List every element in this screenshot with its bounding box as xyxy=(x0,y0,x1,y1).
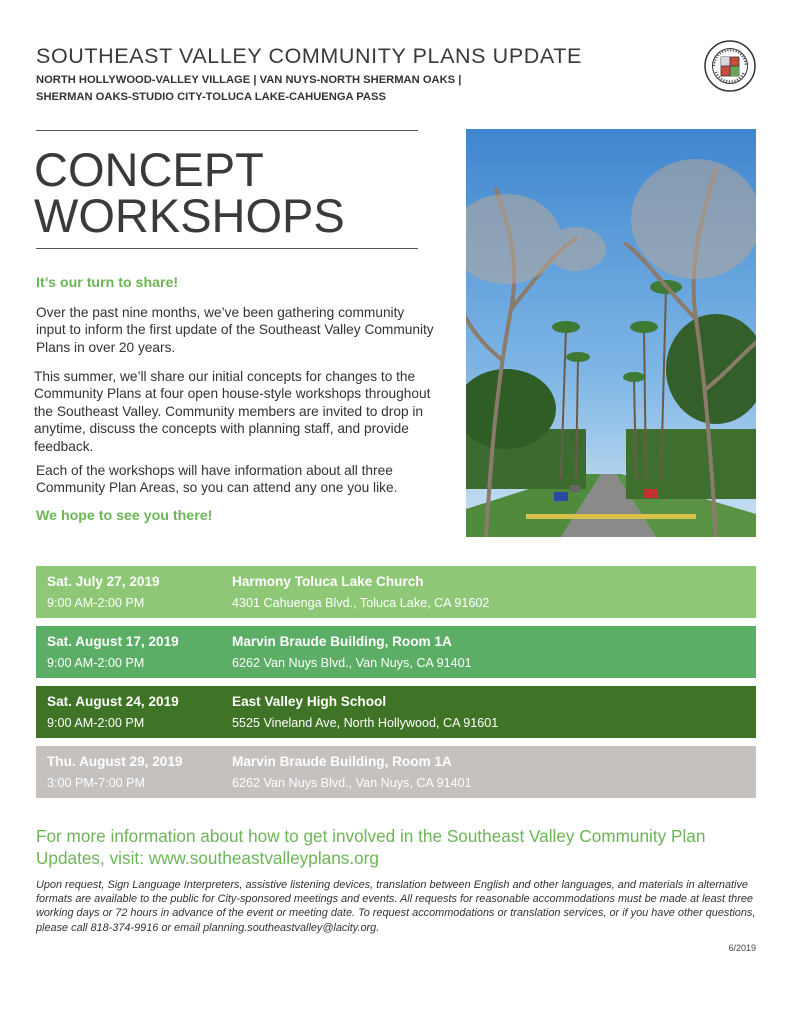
workshop-time: 9:00 AM-2:00 PM xyxy=(47,596,145,610)
workshop-row xyxy=(36,626,756,678)
workshop-date: Sat. August 17, 2019 xyxy=(47,634,179,649)
bottom-rule xyxy=(36,248,418,249)
intro-paragraph-2: This summer, we’ll share our initial concepts for changes to the Community Plans at four open house-style workshops throughout the Southeast Valley. Community members are invited to drop in anytime, discuss the concepts with planning staff, and provide feedback. xyxy=(34,369,431,454)
workshop-date: Sat. August 24, 2019 xyxy=(47,694,179,709)
workshop-time: 3:00 PM-7:00 PM xyxy=(47,776,145,790)
palm-street-photo xyxy=(466,129,756,537)
workshop-row xyxy=(36,746,756,798)
workshop-time: 9:00 AM-2:00 PM xyxy=(47,716,145,730)
workshop-row xyxy=(36,686,756,738)
workshop-address: 6262 Van Nuys Blvd., Van Nuys, CA 91401 xyxy=(232,656,472,670)
workshop-time: 9:00 AM-2:00 PM xyxy=(47,656,145,670)
accessibility-notice: Upon request, Sign Language Interpreters, assistive listening devices, translation between English and other languages, and materials in alternative formats are available to the public for City-sponsored meetings and events. All requests for reasonable accommodations must be made at least three working days or 72 hours in advance of the event or meeting date. To request accommodations or translation services, or if you have other questions, please call 818-374-9916 or email planning.southeastvalley@lacity.org. xyxy=(36,879,756,934)
intro-paragraph-1: Over the past nine months, we’ve been gathering community input to inform the first update of the Southeast Valley Community Plans in over 20 years. xyxy=(36,305,434,355)
workshop-venue: Marvin Braude Building, Room 1A xyxy=(232,634,452,649)
workshop-address: 5525 Vineland Ave, North Hollywood, CA 91601 xyxy=(232,716,499,730)
intro-heading: It’s our turn to share! xyxy=(36,275,179,291)
title-concept: CONCEPT xyxy=(34,143,264,196)
workshop-venue: Harmony Toluca Lake Church xyxy=(232,574,424,589)
workshop-date: Thu. August 29, 2019 xyxy=(47,754,183,769)
plan-areas-line-2: SHERMAN OAKS-STUDIO CITY-TOLUCA LAKE-CAHUENGA PASS xyxy=(36,91,386,103)
workshop-venue: Marvin Braude Building, Room 1A xyxy=(232,754,452,769)
workshop-venue: East Valley High School xyxy=(232,694,387,709)
workshop-date: Sat. July 27, 2019 xyxy=(47,574,160,589)
intro-paragraph-3: Each of the workshops will have information about all three Community Plan Areas, so you can attend any one you like. xyxy=(36,463,398,496)
workshop-row xyxy=(36,566,756,618)
more-info-link-text[interactable]: For more information about how to get involved in the Southeast Valley Community Plan Updates, visit: www.southeastvalleyplans.org xyxy=(36,826,706,868)
header-title: SOUTHEAST VALLEY COMMUNITY PLANS UPDATE xyxy=(36,44,582,68)
top-rule xyxy=(36,130,418,131)
document-date: 6/2019 xyxy=(728,943,756,953)
plan-areas-line-1: NORTH HOLLYWOOD-VALLEY VILLAGE | VAN NUYS-NORTH SHERMAN OAKS | xyxy=(36,74,462,86)
workshop-address: 6262 Van Nuys Blvd., Van Nuys, CA 91401 xyxy=(232,776,472,790)
workshop-address: 4301 Cahuenga Blvd., Toluca Lake, CA 91602 xyxy=(232,596,490,610)
closing-line: We hope to see you there! xyxy=(36,508,213,524)
city-seal-icon xyxy=(704,40,756,92)
title-workshops: WORKSHOPS xyxy=(34,189,345,242)
